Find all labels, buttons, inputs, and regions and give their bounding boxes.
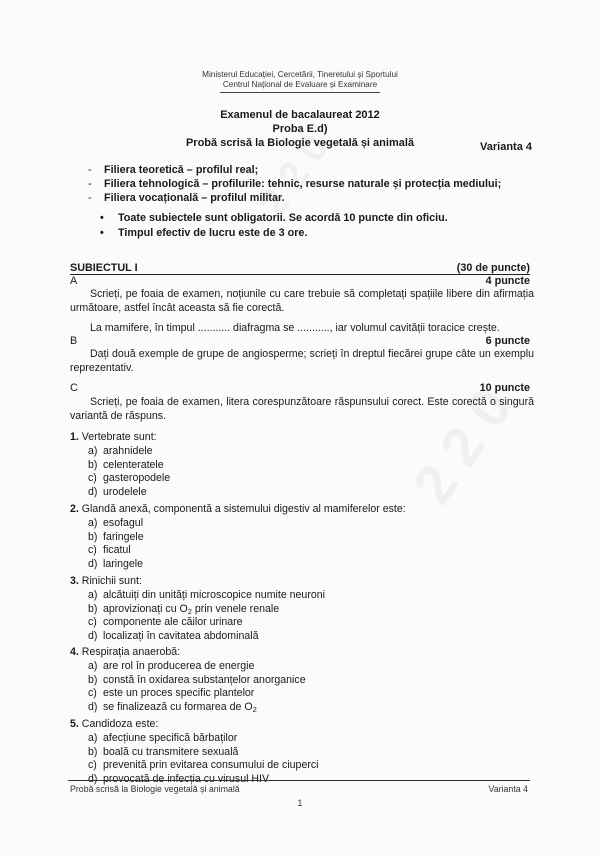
section-a-instruction: Scrieți, pe foaia de examen, noțiunile cu care trebuie să completați spațiile libere din afirmația următoare, astfel încât aceasta să fie corectă. [70,288,534,314]
footer-title: Probă scrisă la Biologie vegetală și animală [70,784,240,794]
question-text: Respirația anaerobă: [81,646,181,658]
subject-header [70,262,530,275]
filiera-item: - Filiera teoretică – profilul real; [104,163,501,177]
section-b-points: 6 puncte [485,335,530,347]
question-number: 1. [70,431,79,443]
rules-list [118,211,448,241]
exam-title-line1: Examenul de bacalaureat 2012 [220,109,380,121]
section-b-instruction: Dați două exemple de grupe de angiosperme; scrieți în dreptul fiecărei grupe câte un exemplu reprezentativ. [70,348,534,374]
option: d) laringele [88,558,144,571]
question-number: 4. [70,646,79,658]
option: b) faringele [88,530,144,543]
question-number: 2. [70,503,79,515]
question-options [88,517,406,572]
exam-title-line2: Proba E.d) [272,123,328,136]
option: a) alcătuiți din unități microscopice numite neuroni [88,588,325,601]
option: b) boală cu transmitere sexuală [88,745,239,758]
footer-divider [68,780,530,781]
option: b) celenteratele [88,458,164,471]
section-b-letter: B [70,335,78,347]
filiera-item: - Filiera vocațională – profilul militar. [104,191,501,205]
question-text: Glandă anexă, componentă a sistemului digestiv al mamiferelor este: [81,503,406,515]
question-number: 5. [70,718,79,730]
option: b) constă în oxidarea substanțelor anorganice [88,673,306,686]
option: b) aprovizionați cu $O_2$ prin venele renale [88,602,280,616]
section-c-letter: C [70,382,78,394]
filiera-item: - Filiera tehnologică – profilurile: tehnic, resurse naturale și protecția mediului; [104,177,501,191]
question-options [88,445,170,500]
option: c) prevenită prin evitarea consumului de ciuperci [88,759,319,772]
option: d) localizați în cavitatea abdominală [88,630,259,643]
ministry-header [0,70,600,93]
question-number: 3. [70,575,79,587]
section-a-letter: A [70,275,78,287]
question-4 [70,646,306,715]
rule-item: • Toate subiectele sunt obligatorii. Se acordă 10 puncte din oficiu. [118,211,448,226]
option: c) ficatul [88,544,131,557]
option: d) urodelele [88,486,147,499]
option: a) afecțiune specifică bărbaților [88,731,238,744]
section-c-instruction: Scrieți, pe foaia de examen, litera corespunzătoare răspunsului corect. Este corectă o singură variantă de răspuns. [70,396,534,422]
variant-label: Varianta 4 [480,141,532,153]
question-text: Candidoza este: [81,718,159,730]
question-text: Vertebrate sunt: [81,431,157,443]
option: c) este un proces specific plantelor [88,687,255,700]
section-c-points: 10 puncte [479,382,530,394]
option: d) se finalizează cu formarea de $O_2$ [88,701,257,715]
option: d) provocată de infecția cu virusul HIV [88,773,270,786]
subject-points: (30 de puncte) [456,262,530,274]
question-1 [70,431,170,500]
option: c) componente ale căilor urinare [88,616,243,629]
ministry-name: Ministerul Educației, Cercetării, Tineretului și Sportului [202,70,398,79]
page-number: 1 [297,798,303,808]
section-a-sentence: La mamifere, în timpul ........... diafragma se ..........., iar volumul cavității toracice crește. [90,322,500,334]
footer-variant: Varianta 4 [488,784,528,794]
question-options [88,660,306,715]
option: a) are rol în producerea de energie [88,659,255,672]
rule-item: • Timpul efectiv de lucru este de 3 ore. [118,226,448,241]
question-options [88,589,325,644]
question-5 [70,718,319,787]
section-a-points: 4 puncte [485,275,530,287]
question-options [88,732,319,787]
question-3 [70,575,325,644]
question-text: Rinichii sunt: [81,575,142,587]
option: c) gasteropodele [88,472,171,485]
filiere-list [104,163,501,205]
exam-title-line3: Probă scrisă la Biologie vegetală și animală [185,137,415,150]
option: a) arahnidele [88,444,153,457]
subject-title: SUBIECTUL I [70,262,138,274]
question-2 [70,503,406,572]
option: a) esofagul [88,516,144,529]
center-name: Centrul Național de Evaluare și Examinare [220,80,380,92]
